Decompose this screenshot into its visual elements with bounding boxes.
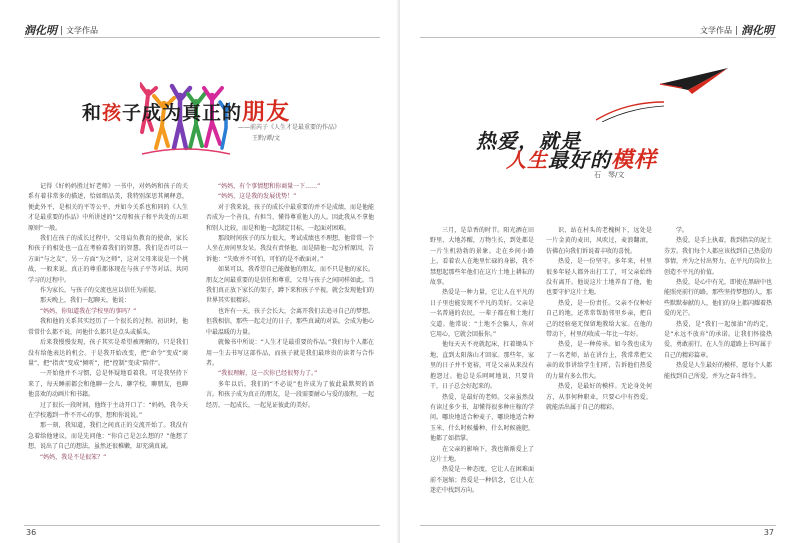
title-part-3: 子成为真正的 xyxy=(122,102,243,124)
title-part-4: 模样 xyxy=(611,148,658,173)
right-header xyxy=(700,22,774,38)
right-article-author: 石 琴/文 xyxy=(594,171,625,179)
page-number-right: 37 xyxy=(763,528,774,537)
paragraph: 后来我慢慢发现，孩子其实是希望被理解的，只是我们没有给他表达的机会。于是我开始改变，把“命令”变成“商量”，把“指责”变成“倾听”，把“控制”变成“陪伴”。 xyxy=(28,339,188,367)
paragraph: “妈妈，我是不是很笨？” xyxy=(40,453,107,461)
title-part-2: 人生 xyxy=(506,148,548,172)
right-page xyxy=(400,0,800,543)
paragraph: 热爱是人生最好的模样，愿每个人都能找到自己所爱，并为之奋斗终生。 xyxy=(664,362,773,380)
paragraph: “妈妈，你知道我在学校里的事吗？” xyxy=(40,307,137,315)
footer-rule xyxy=(420,525,776,526)
paragraph: 热爱，是“我们一起加油”的约定，是“永远不放弃”的承诺。让我们怀揣热爱，勇敢前行，在人生的道路上书写属于自己的精彩篇章。 xyxy=(664,320,773,359)
title-part-2: 孩 xyxy=(102,102,123,124)
paragraph: 热爱，是一种传承。如今我也成为了一名老师，站在讲台上，我常常把父亲的故事讲给学生们听，告诉他们热爱的力量有多么伟大。 xyxy=(546,341,652,380)
left-article-subtitle: ——前芮子《人生才是最重要的作品》 xyxy=(238,124,341,131)
plane-trail-swoosh xyxy=(596,98,666,122)
paragraph: 我们在孩子的成长过程中，父母肩负教育的使命，家长和孩子的相处也一直在考验着我们的智慧。我们是否可以一方面“与之友”，另一方面“为之师”，这对父母来说是一个挑战，一般来说，真正的尊重都体现在与孩子平等对话、共同学习的过程中。 xyxy=(28,235,188,284)
left-article-author: 王黔/谭/文 xyxy=(252,135,281,142)
paragraph: 也许有一天，孩子会长大，会离开我们去追寻自己的梦想。但我相信，那些一起走过的日子，那些真诚的对话，会成为他心中最温暖的力量。 xyxy=(206,307,375,336)
paragraph: 如果可以，我希望自己能做他的朋友，而不只是他的家长。朋友之间最重要的是信任和尊重，父母与孩子之间同样如此。当我们真正放下家长的架子，蹲下来和孩子平视，就会发现他们的世界其实很精彩。 xyxy=(206,266,375,305)
paragraph: 多年以后，我们的“不必说”也许成为了彼此最默契的语言。和孩子成为真正的朋友，是一段需要耐心与爱的旅程，一起经历，一起成长，一起见证彼此的美好。 xyxy=(206,380,375,409)
paper-plane-icon xyxy=(658,66,730,96)
header-separator xyxy=(736,26,737,35)
paragraph: 对于我来说，孩子的成长中最重要的并不是成绩，而是他能否成为一个善良、有担当、懂得尊重他人的人。因此我从不拿他和别人比较，而是和他一起制定目标，一起面对困难。 xyxy=(206,203,375,232)
header-separator xyxy=(61,26,62,35)
paragraph: 在父亲的影响下，我也渐渐爱上了这片土地。 xyxy=(430,445,534,463)
magazine-logo: 润化明 xyxy=(24,24,57,37)
paragraph: 过了很长一段时间，他终于主动开口了：“妈妈，我今天在学校遇到一件不开心的事，想和你说说。” xyxy=(28,401,188,419)
footer-rule xyxy=(24,525,380,526)
right-article-title-line-2 xyxy=(506,143,657,174)
paragraph: 作为家长，与孩子的交流也应以信任为前提。 xyxy=(40,287,161,295)
paragraph: 热爱，是最好的模样。无论身处何方，从事何种职业，只要心中有热爱，就能活出属于自己的精彩。 xyxy=(546,383,652,411)
left-column-2 xyxy=(206,182,374,411)
left-column-1 xyxy=(28,182,188,463)
section-label: 文学作品 xyxy=(66,25,98,35)
paragraph: 他每天天不亮就起床，扛着锄头下地，直到太阳落山才回家。那些年，家里的日子并不宽裕，可是父亲从来没有抱怨过。他总是乐呵呵地说，只要肯干，日子总会好起来的。 xyxy=(430,341,534,391)
paragraph: 热爱，是手上执着，拨到指尖的泥土芬芳。我们每个人都应该找到自己热爱的事情，并为之付出努力，在平凡的岗位上创造不平凡的价值。 xyxy=(664,237,773,276)
paragraph: 记得《好妈妈胜过好老师》一书中，对妈妈和孩子的关系有着非常多的描述，恰如细品美，我特别深思其阐释意，便此外平，是相关的平等公平，并如今关系也和同的《人生才是最重要的作品》中所讲述的“父母和孩子和平共处的五项原则”一般。 xyxy=(28,183,188,232)
paragraph: “我很理解，这一次你已经很努力了。” xyxy=(218,370,318,378)
magazine-logo: 润化明 xyxy=(741,24,774,37)
paragraph: “妈妈，有个事情想和你商量一下……” xyxy=(218,183,321,190)
paragraph: 学。 xyxy=(676,227,689,234)
section-label: 文学作品 xyxy=(700,25,732,35)
paragraph: 热爱，是一份坚守。多年来，村里很多年轻人都外出打工了，可父亲始终没有离开。他说这片土地养育了他，他也要守护这片土地。 xyxy=(546,258,652,297)
paragraph: 那段时间孩子的压力很大，考试成绩也不理想，他常常一个人坐在房间里发呆。我没有责怪他，而是陪他一起分析原因，告诉他：“失败并不可怕，可怕的是不敢面对。” xyxy=(206,235,375,263)
right-column-2 xyxy=(546,226,652,413)
header-rule xyxy=(420,37,776,38)
paragraph: 那一刻，我知道，我们之间真正的交流开始了。我没有急着给他建议，而是先问他：“你自己是怎么想的？”他想了想，说出了自己的想法，虽然还很稚嫩，却充满真诚。 xyxy=(28,422,188,451)
left-header xyxy=(24,22,98,38)
title-part-3: 最好的 xyxy=(548,148,611,172)
title-part-1: 热爱，就是 xyxy=(476,129,581,153)
title-part-1: 和 xyxy=(82,102,103,124)
paragraph: 我和他的关系其实经历了一个很长的过程。初识时，他常常什么都不说，问他什么都只是点头或摇头。 xyxy=(28,318,188,336)
right-column-1 xyxy=(430,226,534,497)
paragraph: “妈妈，这是我的发展优势！” xyxy=(218,193,297,201)
paragraph: 热爱，是最好的老师。父亲虽然没有读过多少书，却懂得很多种庄稼的学问。哪块地适合种麦子，哪块地适合种玉米，什么时候播种，什么时候施肥，他都了如指掌。 xyxy=(430,393,534,443)
paragraph: 热爱，是一份责任。父亲不仅种好自己的地，还常常帮助邻里乡亲，把自己的经验毫无保留地教给大家。在他的带动下，村里的收成一年比一年好。 xyxy=(546,299,652,339)
paragraph: 一开始他并不习惯，总是怀疑地看着我。可是我坚持下来了，每天睡前都会和他聊一会儿，聊学校，聊朋友，也聊他喜欢的动画片和书籍。 xyxy=(28,370,188,399)
right-column-3 xyxy=(664,226,772,382)
paragraph: 三月，是草香的时节。阳光洒在田野里，大地苏醒，万物生长，到处都是一片生机勃勃的景象。走在乡间小路上，看着农人在地里忙碌的身影，我不禁想起那些年他们在这片土地上耕耘的故事。 xyxy=(430,227,534,287)
paragraph: 识，站在村头的老槐树下，远处是一片金黄的麦田，风吹过，麦浪翻滚，仿佛在向我们诉说着丰收的喜悦。 xyxy=(546,227,652,255)
paragraph: 热爱是一种力量，它让人在平凡的日子里也能发现不平凡的美好。父亲是一名普通的农民，一辈子都在和土地打交道。他常说：“土地不会骗人，你对它用心，它就会回报你。” xyxy=(430,289,534,339)
page-number-left: 36 xyxy=(26,528,37,537)
paragraph: 热爱是一种态度，它让人在困难面前不退缩；热爱是一种信念，它让人在迷茫中找到方向。 xyxy=(430,466,534,495)
header-rule xyxy=(24,37,380,38)
paragraph: 就像书中所说：“人生才是最重要的作品。”我们每个人都在用一生去书写这部作品，而孩子就是我们最珍贵的读者与合作者。 xyxy=(206,339,374,367)
paragraph: 热爱，是心中有光，即使在黑暗中也能照亮前行的路。那些坚持梦想的人，那些默默奉献的人，他们的身上都闪耀着热爱的光芒。 xyxy=(664,279,773,318)
title-part-4: 朋友 xyxy=(242,99,291,125)
paragraph: 那天晚上，我们一起聊天，他说： xyxy=(40,297,131,305)
